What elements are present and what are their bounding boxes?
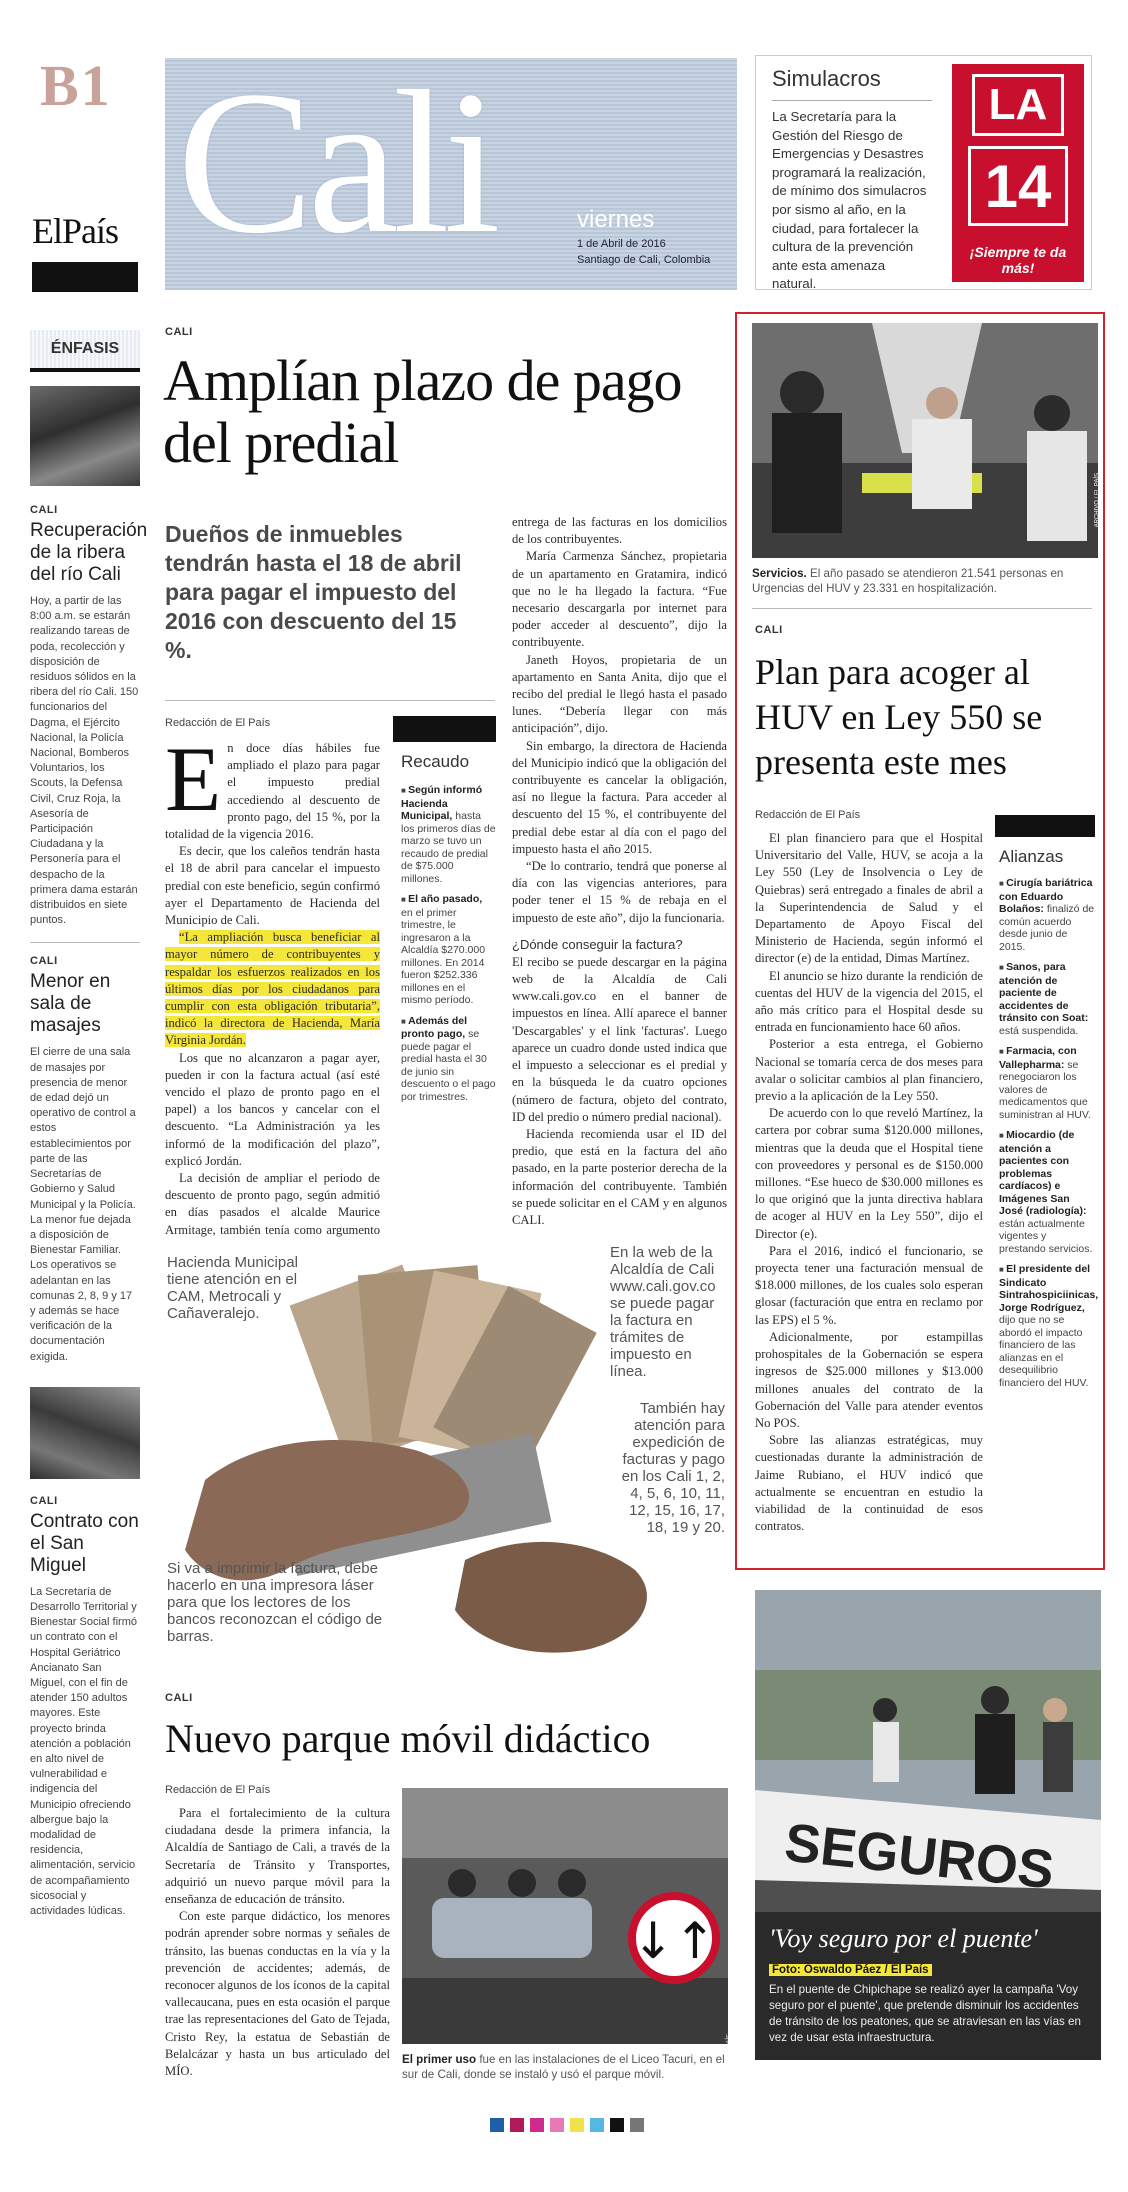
promo-title: Simulacros (772, 66, 881, 91)
huv-para-7: Sobre las alianzas estratégicas, muy cuestionadas durante la administración de Jaime Rubiano, el HUV indicó que actualmente se encuentran en estudio la viabilidad de la continuidad de esos contratos. (755, 1433, 983, 1534)
color-swatch-yellow (570, 2118, 584, 2132)
enfasis-kicker-3: CALI (30, 1494, 58, 1507)
huv-caption-bold: Servicios. (752, 567, 807, 580)
money-note-bottom: Si va a imprimir la factura, debe hacerlo en una impresora láser para que los lectores de los bancos reconozcan el código de barras. (167, 1560, 383, 1645)
bullet-icon: ■ (999, 1131, 1007, 1140)
enfasis-text-1: Hoy, a partir de las 8:00 a.m. se estarán realizando tareas de poda, recolección y disposición de residuos sólidos en la ribera del río Cali. 150 funcionarios del Dagma, el Ejército Nacional, la Policía Nacional, Bomberos Voluntarios, los Scouts, la Defensa Civil, Cruz Roja, la Asesoría de Participación Ciudadana y la Personería para el despacho de la primera dama estarán distribuidos en siete puntos. (30, 595, 139, 927)
la14-number: 14 (968, 146, 1068, 226)
lead-col3-para-2: María Carmenza Sánchez, propietaria de un apartamento en Gratamira, indicó que no le ha llegado la factura. “Fue necesario descargarla por internet para poder acceder al descuento”, dijo la contribuyente. (512, 549, 727, 650)
bullet-icon: ■ (401, 895, 409, 904)
parque-caption (402, 2052, 728, 2082)
color-swatch-pink (550, 2118, 564, 2132)
sidebar-item-text: hasta los primeros días de marzo se tuvo un recaudo de predial de $75.000 millones. (401, 810, 496, 885)
bullet-icon: ■ (401, 786, 409, 795)
enfasis-text-3: La Secretaría de Desarrollo Territorial y Bienestar Social firmó un contrato con el Hospital Geriátrico Ancianato San Miguel, con el fin de atender 150 adultos mayores. Este proyecto brinda atención a población en alto nivel de vulnerabilidad e indigencia del Municipio ofreciendo albergue bajo la modalidad de residencia, alimentación, servicio de acompañamiento sicosocial y actividades lúdicas. (30, 1585, 137, 1917)
lead-col1 (165, 728, 380, 1256)
parque-body (165, 1805, 390, 2080)
alianzas-title: Alianzas (999, 847, 1064, 866)
puente-credit (769, 1960, 1087, 1978)
parque-headline: Nuevo parque móvil didáctico (165, 1716, 651, 1761)
logo-underbar (32, 262, 138, 292)
puente-title: 'Voy seguro por el puente' (769, 1924, 1038, 1953)
color-swatch-gray (630, 2118, 644, 2132)
enfasis-divider-1 (30, 942, 140, 943)
recaudo-list (393, 784, 496, 1103)
parque-caption-bold: El primer uso (402, 2053, 477, 2066)
huv-para-1: El plan financiero para que el Hospital Universitario del Valle, HUV, se acoja a la Ley 550 (Ley de Insolvencia o Ley de Quiebras) será entregado a finales de abril a la Superintendencia de Salud y el Departamento de Apoyo Fiscal del Ministerio de Hacienda, según informó el director (e) de la entidad, Dimas Martínez. (755, 831, 983, 966)
parque-byline: Redacción de El País (165, 1784, 271, 1796)
sidebar-item-lead: El año pasado, (408, 893, 483, 905)
sidebar-item-text: finalizó de común acuerdo desde junio de 2015. (999, 903, 1095, 953)
sidebar-item-text: en el primer trimestre, le ingresaron a la Alcaldía $270.000 millones. En 2014 fueron $252.336 millones en el mismo período. (401, 906, 486, 1006)
la14-slogan: ¡Siempre te da más! (969, 244, 1067, 276)
parque-para-1: Para el fortalecimiento de la cultura ciudadana desde la primera infancia, la Alcaldía de Santiago de Cali, a través de la Secretaría de Tránsito y Transportes, adquirió un nuevo parque móvil para la enseñanza de educación de tránsito. (165, 1806, 390, 1907)
lead-headline: Amplían plazo de pago del predial (163, 348, 682, 475)
enfasis-kicker-2: CALI (30, 955, 58, 968)
la14-letters: LA (972, 74, 1064, 136)
puente-scene (755, 1590, 1101, 1912)
lead-quote (165, 929, 380, 1049)
lead-col3 (512, 514, 727, 1229)
puente-photo (755, 1590, 1101, 1912)
lead-col3-para-4: Sin embargo, la directora de Hacienda del Municipio indicó que la obligación del contribuyente es cancelar la obligación, así no llegue la factura. Para acceder al descuento del 15 %, el contribuyente del predial debe estar al día con el pago del impuesto hasta el año 2015. (512, 738, 727, 856)
la14-logo (952, 64, 1084, 282)
sidebar-item-text: se renegociaron los valores de medicamentos que suministran al HUV. (999, 1058, 1091, 1121)
sidebar-item-text: se puede pagar el predial hasta el 30 de junio sin descuento o el pago por trimestres. (401, 1028, 496, 1103)
enfasis-title-1: Recuperación de la ribera del río Cali (30, 520, 148, 585)
alianzas-list (995, 877, 1099, 1389)
sidebar-item (999, 1129, 1095, 1255)
lead-subhead: Dueños de inmuebles tendrán hasta el 18 de abril para pagar el impuesto del 2016 con descuento del 15 %. (165, 521, 462, 663)
lead-para-1: n doce días hábiles fue ampliado el plazo para pagar el impuesto predial accediendo al descuento de pronto pago, del 15 %, por la totalidad de la vigencia 2016. (165, 741, 380, 842)
bullet-icon: ■ (999, 1047, 1007, 1056)
enfasis-header: ÉNFASIS (30, 330, 140, 372)
masthead-place: Santiago de Cali, Colombia (577, 254, 711, 266)
puente-banner-text: SEGUROS (781, 1812, 1057, 1901)
color-swatch-cyan (590, 2118, 604, 2132)
lead-question-head: ¿Dónde conseguir la factura? (512, 936, 683, 952)
enfasis-photo-3 (30, 1387, 140, 1479)
huv-body (755, 830, 983, 1535)
sidebar-item (401, 893, 496, 1007)
hospital-scene (752, 323, 1098, 558)
sidebar-item-lead: Farmacia, con Vallepharma: (999, 1045, 1077, 1071)
huv-caption-rule (752, 608, 1092, 609)
masthead-date: 1 de Abril de 2016 (577, 238, 666, 250)
lead-kicker: CALI (165, 326, 193, 338)
promo-box (755, 55, 1092, 290)
sidebar-item (999, 961, 1095, 1037)
huv-caption-text: El año pasado se atendieron 21.541 personas en Urgencias del HUV y 23.331 en hospitalización. (752, 567, 1064, 595)
alianzas-sidebar (995, 815, 1099, 1397)
sidebar-item-lead: El presidente del Sindicato Sintrahospiciinicas, Jorge Rodríguez, (999, 1263, 1099, 1314)
recaudo-bar (393, 716, 496, 742)
lead-para-2: Es decir, que los caleños tendrán hasta el 18 de abril para cancelar el impuesto predial con este beneficio, según confirmó ayer el Departamento de Hacienda del Municipio de Cali. (165, 844, 380, 928)
section-label: B1 (40, 53, 112, 118)
huv-para-4: De acuerdo con lo que reveló Martínez, la cartera por cobrar suma $120.000 millones, mientras que la deuda que el Hospital tiene con proveedores y personal es de $150.000 millones. “Ese hueco de $30.000 millones es lo que originó que la junta directiva hablara de acoger al HUV en la Ley 550”, dijo el Director (e). (755, 1106, 983, 1241)
print-color-bar (490, 2118, 644, 2132)
alianzas-bar (995, 815, 1095, 837)
sidebar-item (999, 1045, 1095, 1121)
huv-photo (752, 323, 1098, 558)
sidebar-item-lead: Miocardio (de atención a pacientes con problemas cardíacos) e Imágenes San José (radiología): (999, 1129, 1087, 1217)
sidebar-item (999, 1263, 1099, 1389)
paper-logo: ElPaís (32, 211, 119, 251)
enfasis-column (30, 330, 148, 1919)
masthead-banner (165, 49, 737, 290)
sidebar-item-lead: Cirugía bariátrica con Eduardo Bolaños: (999, 877, 1093, 915)
sidebar-item-text: dijo que no se abordó el impacto financiero de las alianzas en el desequilibrio financiero del HUV. (999, 1314, 1089, 1389)
promo-text: La Secretaría para la Gestión del Riesgo de Emergencias y Desastres programará la realización, de mínimo dos simulacros por sismo al año, en la ciudad, para fortalecer la cultura de la prevención ante esta amenaza natural. (772, 109, 927, 292)
sidebar-item-text: está suspendida. (999, 1024, 1079, 1037)
lead-para-4: La decisión de ampliar el periodo de descuento de pronto pago, según admitió en días pasados el alcalde Maurice Armitage, también tenía como argumento (165, 1171, 380, 1237)
lead-byline: Redacción de El País (165, 717, 271, 729)
enfasis-text-2: El cierre de una sala de masajes por presencia de menor de edad dejó un operativo de control a estos establecimientos por parte de las Secretarías de Gobierno y Salud Municipal y la Policía. La menor fue dejada a disposición de Bienestar Familiar. Los operativos se adelantan en las comunas 2, 8, 9 y 17 y además se hace verificación de la documentación exigida. (30, 1046, 136, 1363)
color-swatch-red (510, 2118, 524, 2132)
lead-col3-para-5: “De lo contrario, tendrá que ponerse al día con las vigencias anteriores, para poder tener el 15 % de rebaja en el impuesto de este año”, dijo la funcionaria. (512, 859, 727, 925)
color-swatch-blue (490, 2118, 504, 2132)
huv-para-3: Posterior a esta entrega, el Gobierno Nacional se tomaría cerca de dos meses para avalar o solicitar cambios al plan financiero, previo a la aplicación de la Ley 550. (755, 1037, 983, 1104)
parque-para-2: Con este parque didáctico, los menores podrán aprender sobre normas y señales de tránsito, las buenas conductas en la vía y la prevención de accidentes; además, de reconocer algunos de los íconos de la capital vallecaucana, pues en esta ocasión el parque trae las representaciones del Gato de Tejada, Cristo Rey, la estatua de Sebastián de Belalcázar y hasta un bus articulado del MÍO. (165, 1909, 390, 2079)
money-note-right2: También hay atención para expedición de facturas y pago en los Cali 1, 2, 4, 5, 6, 10, 11, 12, 15, 16, 17, 18, 19 y 20. (621, 1400, 725, 1536)
huv-para-6: Adicionalmente, por estampillas prohospitales de la Gobernación se espera ingresos de $25.000 millones y $13.000 millones anuales del contrato de la Gobernación del Valle para atender eventos No POS. (755, 1329, 983, 1430)
sidebar-item-lead: Además del pronto pago, (401, 1014, 468, 1040)
sidebar-item-lead: Según informó Hacienda Municipal, (401, 784, 483, 822)
svg-text:↓↑: ↓↑ (632, 1912, 716, 1970)
puente-text: En el puente de Chipichape se realizó ayer la campaña 'Voy seguro por el puente', que pretende disminuir los accidentes de tránsito de los peatones, que se atraviesan en las vías en vez de usar esta infraestructura. (769, 1983, 1081, 2044)
sidebar-item-text: están actualmente vigentes y prestando servicios. (999, 1217, 1093, 1255)
huv-caption (752, 566, 1092, 596)
parque-caption-text: fue en las instalaciones de el Liceo Tacuri, en el sur de Cali, donde se instaló y usó el parque móvil. (402, 2053, 725, 2081)
lead-dropcap: E (165, 728, 222, 830)
recaudo-sidebar (393, 716, 496, 1111)
lead-col3-para-3: Janeth Hoyos, propietaria de un apartamento en Santa Anita, dijo que el recibo del predial le llegó hasta el pasado lunes. “Debería llegar con más anticipación”, dijo. (512, 652, 727, 736)
sidebar-item (401, 1015, 496, 1104)
lead-quote-text: “La ampliación busca beneficiar al mayor número de contribuyentes y respaldar los esfuerzos realizados en los últimos días por los ciudadanos para cumplir con esta obligación tributaria”, indicó la directora de Hacienda, María Virginia Jordán. (165, 930, 380, 1048)
huv-photo-credit: ARCHIVO / EL PAÍS (1094, 473, 1100, 528)
sidebar-item-lead: Sanos, para atención de paciente de accidentes de tránsito con Soat: (999, 961, 1089, 1024)
parque-kicker: CALI (165, 1692, 193, 1704)
enfasis-title-2: Menor en sala de masajes (30, 971, 111, 1037)
huv-kicker: CALI (755, 624, 783, 636)
enfasis-kicker-1: CALI (30, 504, 58, 516)
puente-caption-box (755, 1912, 1101, 2060)
huv-headline: Plan para acoger al HUV en Ley 550 se presenta este mes (755, 652, 1043, 782)
puente-credit-text: Foto: Oswaldo Páez / El País (769, 1964, 932, 1976)
bullet-icon: ■ (401, 1016, 409, 1026)
huv-byline: Redacción de El País (755, 809, 861, 821)
masthead-day: viernes (577, 206, 655, 233)
bullet-icon: ■ (999, 1265, 1007, 1274)
money-photo (165, 1240, 730, 1665)
sidebar-item (999, 877, 1095, 953)
color-swatch-black (610, 2118, 624, 2132)
promo-rule (772, 100, 932, 101)
huv-para-5: Para el 2016, indicó el funcionario, se proyecta tener una facturación mensual de $18.000 millones, de los cuales solo esperan glosar (facturación que entra en reclamo por las EPS) el 5 %. (755, 1243, 983, 1327)
lead-para-3: Los que no alcanzaron a pagar ayer, pueden ir con la factura actual (así esté vencido el plazo de pronto pago en el papel) a los bancos y cancelar con el descuento. “La Administración ya les informó de la modificación del plazo”, explicó Jordán. (165, 1050, 380, 1168)
lead-col3-para-7: Hacienda recomienda usar el ID del predio, que está en la factura del año pasado, en la parte posterior derecha de la información del contribuyente. También se puede solicitar en el CAM y en algunos CALI. (512, 1126, 727, 1227)
sidebar-item (401, 784, 496, 885)
lead-col3-para-6: El recibo se puede descargar en la página web de la Alcaldía de Cali www.cali.gov.co en el banner de impuestos en línea. Allí aparece el banner 'Descargables' y el link 'facturas'. Luego aparece un cuadro donde usted indica que el impuesto a seleccionar es el predial y en la búsqueda le da cuatro opciones (número de factura, objeto del contrato, ID del predio o número predial nacional). (512, 954, 727, 1124)
parque-scene (402, 1788, 728, 2044)
money-note-right: En la web de la Alcaldía de Cali www.cali.gov.co se puede pagar la factura en trámites de impuesto en línea. (610, 1244, 716, 1380)
enfasis-photo-1 (30, 386, 140, 486)
lead-col3-para-1: entrega de las facturas en los domicilios de los contribuyentes. (512, 515, 727, 547)
money-note-left: Hacienda Municipal tiene atención en el CAM, Metrocali y Cañaveralejo. (167, 1254, 298, 1322)
bullet-icon: ■ (999, 879, 1007, 888)
parque-photo-credit: FOTO: JOSÉ LUIS GUZMÁN / EL PAÍS (726, 2034, 732, 2140)
recaudo-title: Recaudo (401, 752, 470, 771)
huv-para-2: El anuncio se hizo durante la rendición de cuentas del HUV de la vigencia del 2015, el año más crítico para el Hospital desde su entrada en funcionamiento hace 60 años. (755, 968, 983, 1035)
city-title: Cali (177, 49, 495, 276)
lead-rule (165, 700, 495, 701)
color-swatch-magenta (530, 2118, 544, 2132)
enfasis-title-3: Contrato con el San Miguel (30, 1510, 139, 1576)
bullet-icon: ■ (999, 963, 1007, 972)
